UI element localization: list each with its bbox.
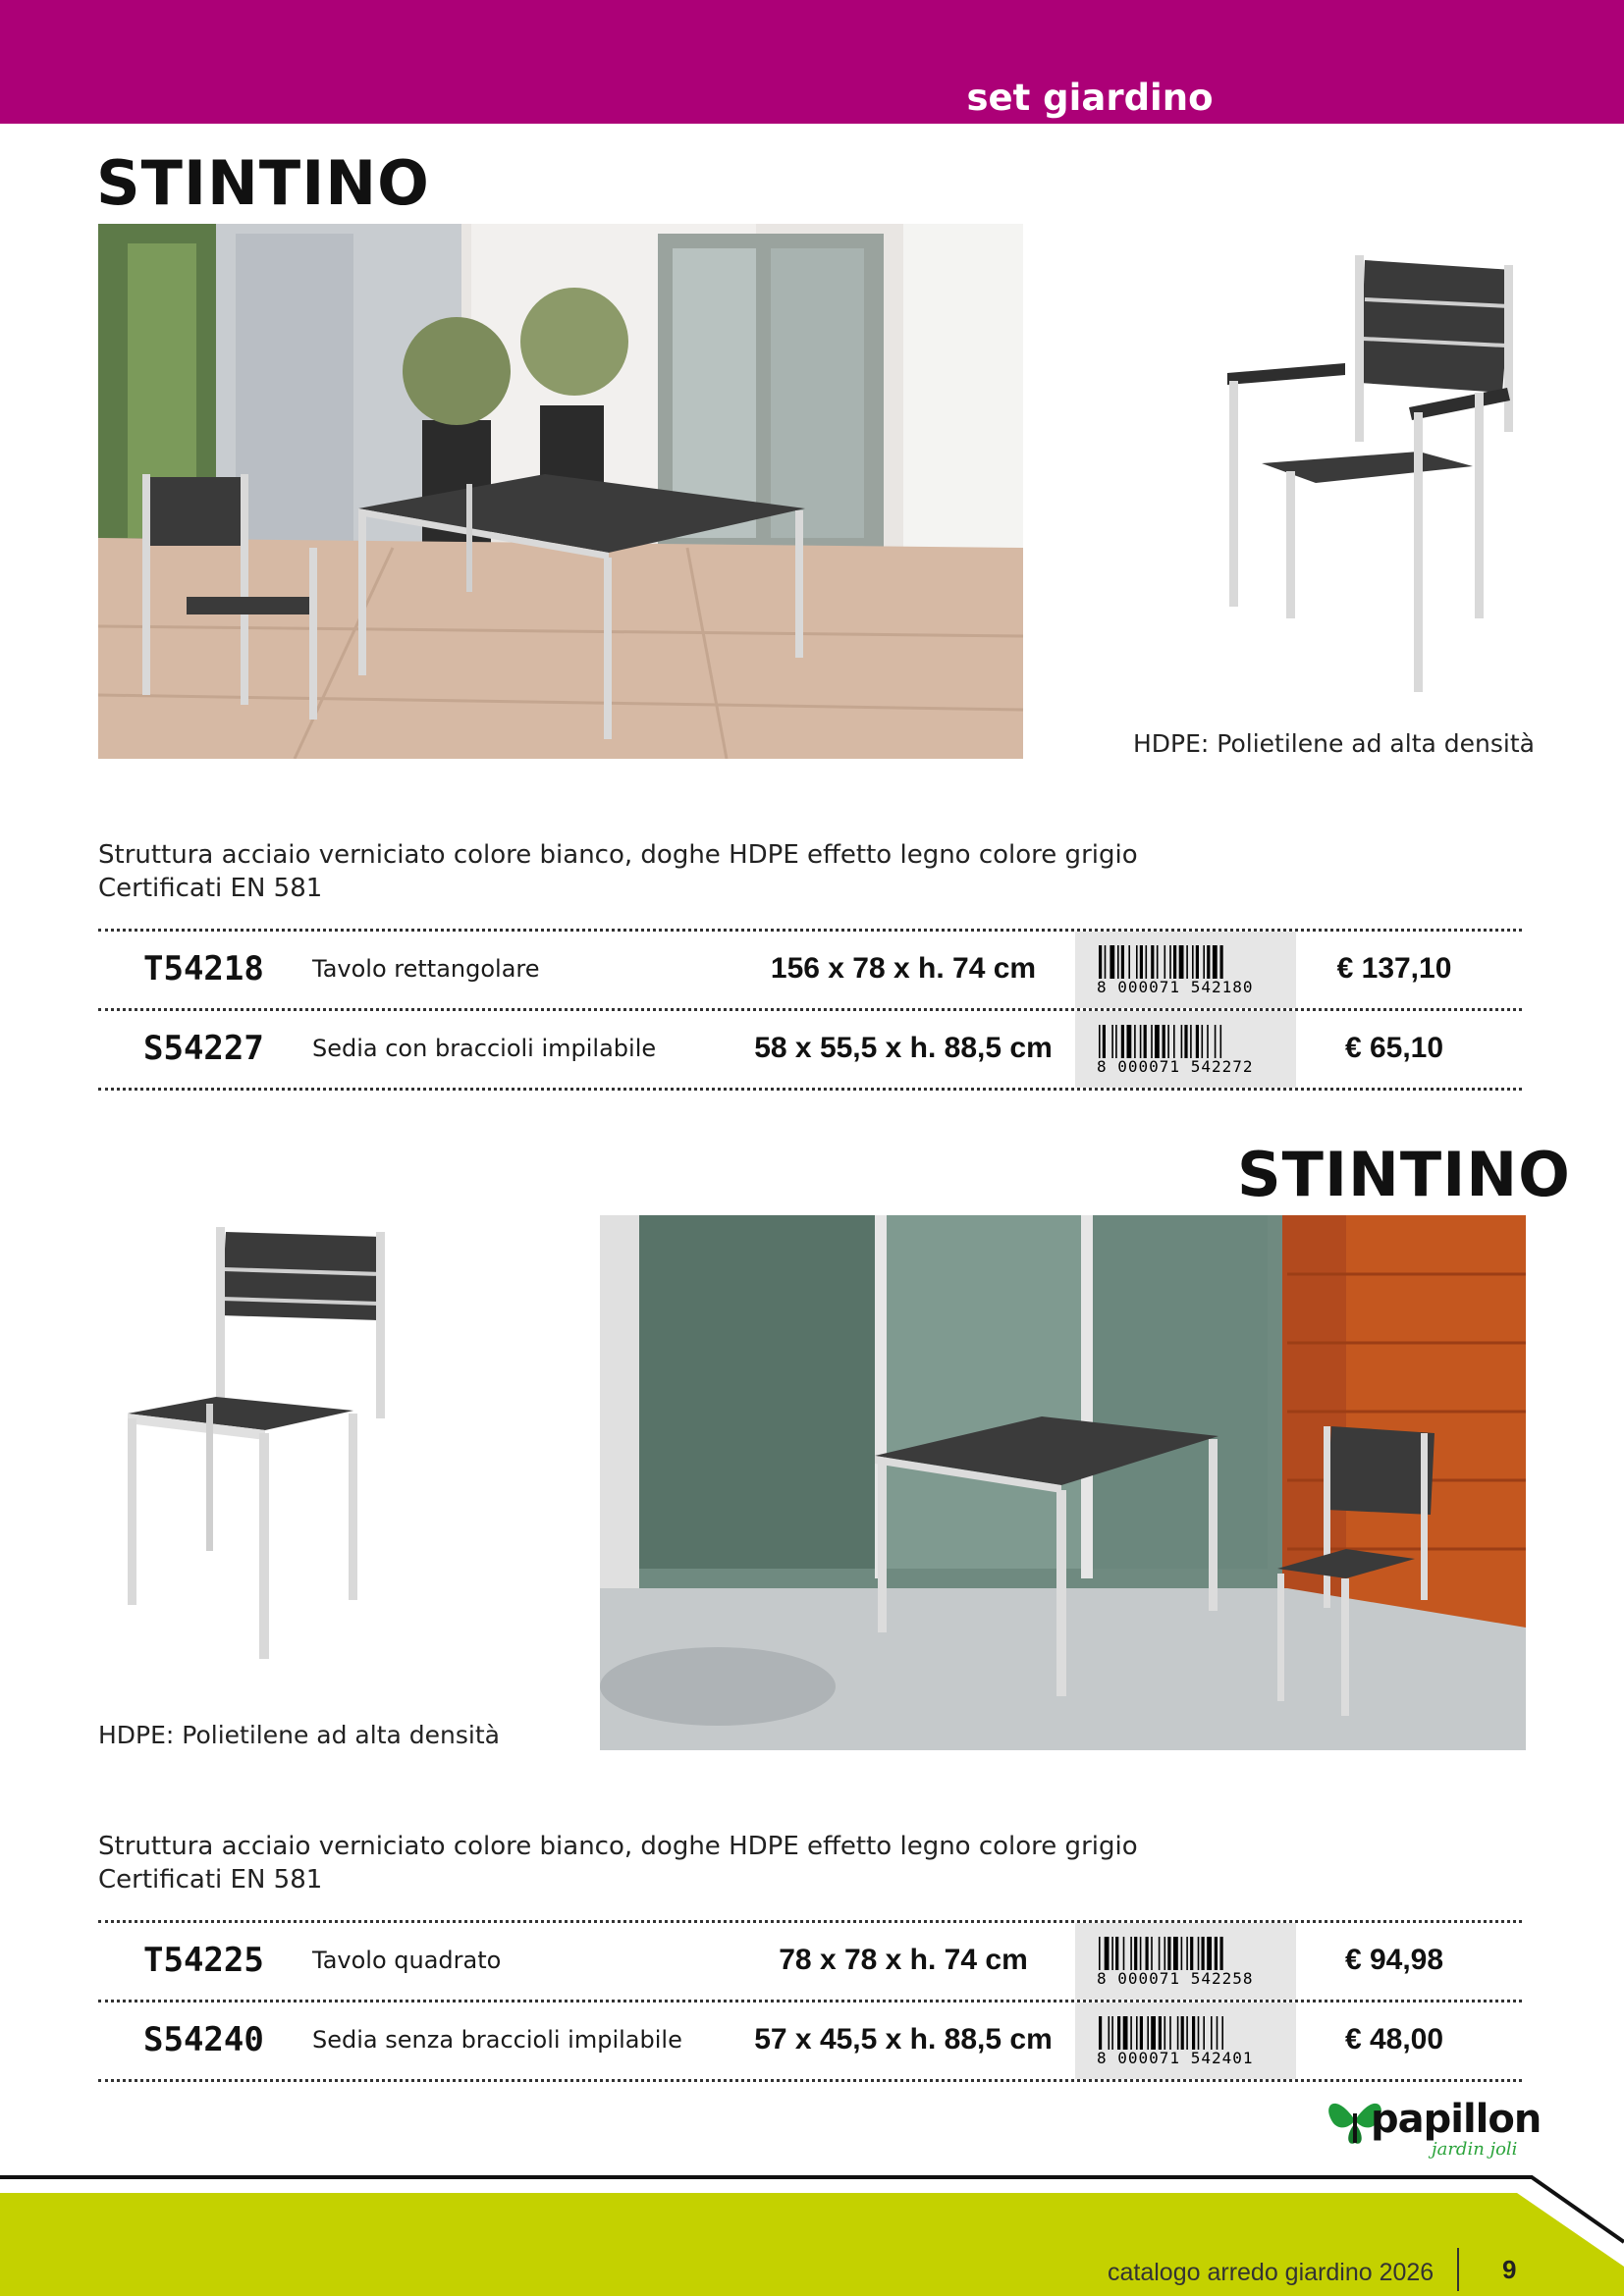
barcode-bar (1198, 1937, 1200, 1970)
barcode-bar (1159, 2016, 1162, 2050)
barcode-bar (1111, 1025, 1113, 1058)
product-code: S54227 (143, 1029, 264, 1068)
catalog-title: catalogo arredo giardino 2026 (1108, 2259, 1435, 2286)
barcode-bar (1117, 2016, 1120, 2050)
table-row (98, 929, 1522, 1008)
barcode-bar (1099, 1025, 1101, 1058)
barcode-bar (1105, 945, 1107, 979)
barcode-bar (1198, 2016, 1200, 2050)
barcode-bar (1181, 1025, 1183, 1058)
material-caption: HDPE: Polietilene ad alta densità (1133, 729, 1535, 758)
product-code: T54225 (143, 1941, 264, 1980)
barcode-bar (1213, 945, 1218, 979)
barcode-bar (1169, 2016, 1171, 2050)
product-name: Sedia senza braccioli impilabile (312, 2026, 682, 2054)
barcode-bar (1186, 945, 1188, 979)
product-price: € 48,00 (1344, 2023, 1444, 2056)
barcode-bar (1164, 1937, 1166, 1970)
papillon-logo (1326, 2086, 1542, 2174)
product-name: Tavolo quadrato (312, 1947, 502, 1974)
barcode-bar (1110, 945, 1114, 979)
footer-divider (1457, 2248, 1459, 2291)
description-line: Struttura acciaio verniciato colore bianco, doghe HDPE effetto legno colore grigio (98, 1832, 1138, 1861)
barcode-bar (1164, 945, 1166, 979)
description-line: Certificati EN 581 (98, 1865, 323, 1895)
barcode (1075, 1011, 1296, 1088)
barcode-bar (1103, 1025, 1106, 1058)
product-name: Sedia con braccioli impilabile (312, 1035, 657, 1062)
barcode-bar (1128, 945, 1130, 979)
barcode-bar (1177, 2016, 1179, 2050)
product-price: € 65,10 (1344, 1032, 1444, 1064)
product-photo-armchair (1198, 245, 1522, 692)
barcode-bar (1099, 1937, 1101, 1970)
barcode-bar (1221, 2016, 1223, 2050)
barcode-bar (1136, 945, 1138, 979)
product-code: T54218 (143, 949, 264, 988)
barcode-bar (1173, 1937, 1178, 1970)
barcode-bar (1215, 1937, 1218, 1970)
barcode-bar (1136, 2016, 1138, 2050)
barcode-bar (1144, 1025, 1147, 1058)
barcode-bar (1121, 945, 1124, 979)
barcode-bar (1220, 1025, 1222, 1058)
barcode-bars-icon (1099, 1025, 1266, 1058)
barcode-bar (1163, 1025, 1165, 1058)
product-title: STINTINO (1237, 1139, 1571, 1210)
barcode-bar (1207, 1937, 1212, 1970)
product-photo-terrace (600, 1215, 1526, 1750)
barcode-bar (1217, 2016, 1218, 2050)
product-description (98, 1830, 1138, 1896)
barcode (1075, 932, 1296, 1008)
product-name: Tavolo rettangolare (312, 955, 540, 983)
barcode-bar (1146, 1937, 1149, 1970)
product-dimensions: 78 x 78 x h. 74 cm (779, 1944, 1028, 1976)
barcode (1075, 1923, 1296, 2000)
barcode-bar (1123, 1937, 1125, 1970)
product-description (98, 838, 1138, 905)
description-line: Certificati EN 581 (98, 874, 323, 903)
barcode-bar (1157, 945, 1159, 979)
product-dimensions: 58 x 55,5 x h. 88,5 cm (754, 1032, 1053, 1064)
barcode-bar (1111, 2016, 1113, 2050)
barcode-bar (1105, 1937, 1110, 1970)
barcode-bar (1117, 945, 1119, 979)
barcode-bar (1196, 1025, 1199, 1058)
barcode-bars-icon (1099, 1937, 1266, 1970)
barcode-bar (1181, 1937, 1183, 1970)
product-dimensions: 156 x 78 x h. 74 cm (770, 952, 1037, 985)
barcode-bar (1127, 1025, 1132, 1058)
barcode-bar (1159, 1937, 1161, 1970)
barcode-bar (1099, 2016, 1102, 2050)
barcode-bar (1155, 1025, 1160, 1058)
barcode-bar (1140, 2016, 1143, 2050)
barcode-bar (1151, 2016, 1156, 2050)
barcode-bar (1190, 1025, 1192, 1058)
table-row (98, 2000, 1522, 2082)
barcode-bar (1215, 1025, 1217, 1058)
barcode-bar (1203, 2016, 1205, 2050)
table-row (98, 1008, 1522, 1091)
section-label: set giardino (966, 77, 1214, 119)
barcode-bar (1181, 2016, 1184, 2050)
product-photo-chair (98, 1222, 422, 1674)
material-caption: HDPE: Polietilene ad alta densità (98, 1721, 500, 1749)
barcode-bar (1192, 945, 1194, 979)
page-number: 9 (1502, 2255, 1517, 2284)
barcode-bar (1115, 1025, 1117, 1058)
product-table (98, 1920, 1522, 2082)
barcode-bar (1130, 1937, 1132, 1970)
product-photo-patio (98, 224, 1023, 759)
barcode-bar (1109, 2016, 1110, 2050)
barcode-bar (1130, 2016, 1132, 2050)
barcode-bar (1192, 2016, 1195, 2050)
product-title: STINTINO (96, 147, 430, 219)
product-price: € 94,98 (1344, 1944, 1444, 1976)
barcode-bar (1167, 1025, 1169, 1058)
barcode-bar (1184, 1025, 1187, 1058)
barcode-bar (1207, 1025, 1209, 1058)
barcode-bar (1202, 1025, 1204, 1058)
barcode-number: 8 000071 542180 (1097, 978, 1254, 996)
barcode-bar (1186, 1937, 1188, 1970)
product-price: € 137,10 (1336, 952, 1452, 985)
barcode-bar (1121, 1025, 1124, 1058)
barcode-number: 8 000071 542401 (1097, 2049, 1254, 2067)
barcode-bar (1173, 945, 1176, 979)
barcode-bar (1190, 1937, 1193, 1970)
barcode-bar (1196, 945, 1199, 979)
logo-tagline: jardin joli (1432, 2139, 1518, 2160)
barcode-number: 8 000071 542272 (1097, 1057, 1254, 1076)
barcode-bar (1147, 2016, 1149, 2050)
barcode-bar (1151, 945, 1154, 979)
description-line: Struttura acciaio verniciato colore bianco, doghe HDPE effetto legno colore grigio (98, 840, 1138, 870)
barcode-bar (1169, 945, 1171, 979)
barcode (1075, 2002, 1296, 2079)
barcode-bar (1146, 945, 1148, 979)
barcode-bar (1211, 2016, 1213, 2050)
barcode-number: 8 000071 542258 (1097, 1969, 1254, 1988)
logo-wordmark: papillon (1371, 2097, 1542, 2142)
barcode-bar (1151, 1025, 1153, 1058)
table-row (98, 1920, 1522, 2000)
barcode-bar (1140, 1937, 1142, 1970)
barcode-bar (1151, 1937, 1153, 1970)
barcode-bar (1140, 1025, 1142, 1058)
barcode-bar (1134, 1937, 1137, 1970)
barcode-bar (1186, 2016, 1188, 2050)
barcode-bar (1111, 1937, 1113, 1970)
barcode-bar (1123, 2016, 1128, 2050)
barcode-bar (1203, 945, 1205, 979)
barcode-bar (1202, 1937, 1205, 1970)
barcode-bars-icon (1099, 2016, 1266, 2050)
barcode-bar (1099, 945, 1102, 979)
header-bar (0, 0, 1624, 124)
barcode-bar (1179, 945, 1184, 979)
barcode-bar (1164, 2016, 1166, 2050)
product-table (98, 929, 1522, 1091)
barcode-bar (1173, 1025, 1175, 1058)
barcode-bar (1140, 945, 1143, 979)
barcode-bar (1207, 945, 1210, 979)
barcode-bar (1115, 1937, 1118, 1970)
barcode-bar (1220, 1937, 1223, 1970)
product-code: S54240 (143, 2020, 264, 2059)
product-dimensions: 57 x 45,5 x h. 88,5 cm (754, 2023, 1053, 2056)
barcode-bar (1167, 1937, 1170, 1970)
barcode-bars-icon (1099, 945, 1266, 979)
barcode-bar (1134, 1025, 1136, 1058)
barcode-bar (1220, 945, 1223, 979)
